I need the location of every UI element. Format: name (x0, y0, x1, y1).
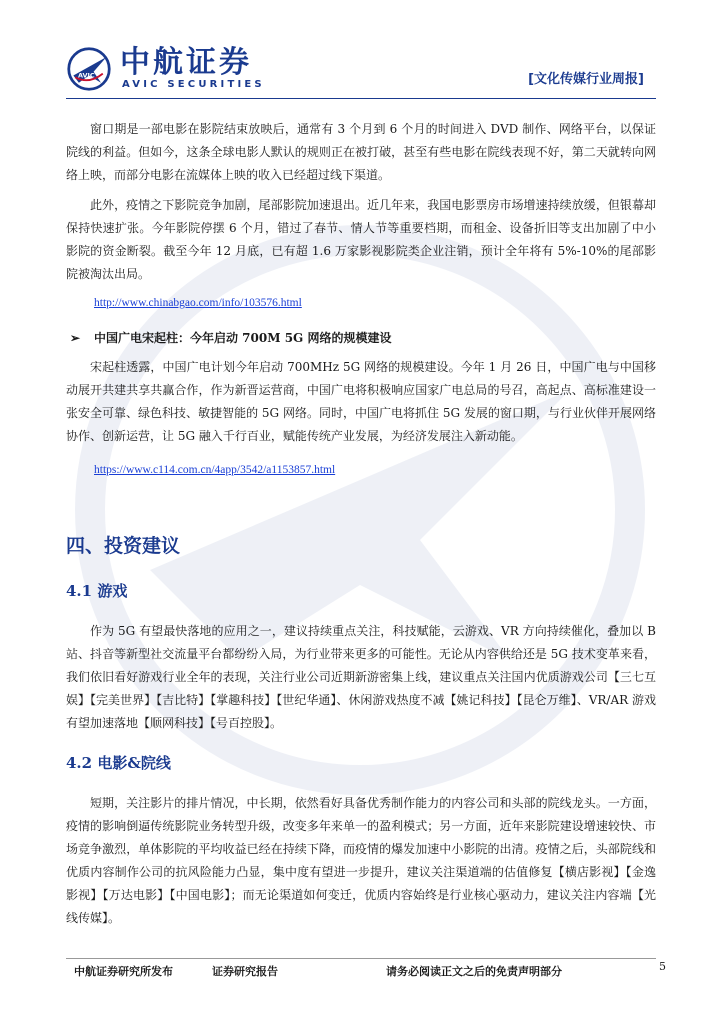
footer-report-type: 证券研究报告 (212, 965, 278, 978)
bullet-heading (70, 329, 391, 346)
section-heading-investment: 四、投资建议 (66, 535, 181, 557)
paragraph-games: 作为 5G 有望最快落地的应用之一，建议持续重点关注，科技赋能，云游戏、VR 方向持续催化，叠加以 B 站、抖音等新型社交流量平台都纷纷入局，为行业带来更多的可能性。无论从内容供给还是 5G 技术变革来看，我们依旧看好游戏行业全年的表现，关注行业公司近期新游密集上线，建议重点关注国内优质游戏公司【三七互娱】【完美世界】【吉比特】【掌趣科技】【世纪华通】、休闲游戏热度不减【姚记科技】【昆仑万维】、VR/AR 游戏有望加速落地【顺网科技】【号百控股】。 (66, 624, 656, 730)
page-number: 5 (659, 960, 666, 973)
bullet-heading-text: 中国广电宋起柱：今年启动 700M 5G 网络的规模建设 (94, 331, 392, 345)
footer-publisher: 中航证券研究所发布 (74, 965, 173, 978)
page-header (66, 42, 656, 99)
report-type-tag: [文化传媒行业周报] (528, 72, 644, 87)
logo-chinese-name: 中航证券 (120, 45, 252, 80)
arrow-bullet-icon: ➢ (70, 331, 81, 345)
paragraph-film-cinema: 短期，关注影片的排片情况，中长期，依然看好具备优秀制作能力的内容公司和头部的院线龙头。一方面，疫情的影响倒逼传统影院业务转型升级，改变多年来单一的盈利模式；另一方面，近年来影院建设增速较快、市场竞争激烈，单体影院的平均收益已经在持续下降，而疫情的爆发加速中小影院的出清。疫情之后，头部院线和优质内容制作公司的抗风险能力凸显，集中度有望进一步提升，建议关注渠道端的估值修复【横店影视】【金逸影视】【万达电影】【中国电影】；而无论渠道如何变迁，优质内容始终是行业核心驱动力，建议关注内容端【光线传媒】。 (66, 796, 656, 925)
subsection-heading-film: 4.2 电影&院线 (66, 754, 171, 772)
logo-english-name: AVIC SECURITIES (122, 79, 265, 90)
paragraph-cbn-5g: 宋起柱透露，中国广电计划今年启动 700MHz 5G 网络的规模建设。今年 1 月 26 日，中国广电与中国移动展开共建共享共赢合作，作为新晋运营商，中国广电将积极响应国家广电总局的号召，高起点、高标准建设一张安全可靠、绿色科技、敏捷智能的 5G 网络。同时，中国广电将抓住 5G 发展的窗口期，与行业伙伴开展网络协作、创新运营，让 5G 融入千行百业，赋能传统产业发展，为经济发展注入新动能。 (66, 360, 656, 443)
footer-divider (66, 958, 656, 959)
subsection-heading-games: 4.1 游戏 (66, 582, 128, 600)
source-link-c114[interactable]: https://www.c114.com.cn/4app/3542/a1153857.html (94, 464, 336, 476)
source-link-chinabgao[interactable]: http://www.chinabgao.com/info/103576.html (94, 297, 302, 309)
logo-badge-text: AVIC (77, 71, 95, 80)
avic-logo-icon (66, 46, 112, 92)
footer-disclaimer: 请务必阅读正文之后的免责声明部分 (386, 965, 562, 978)
paragraph-window-period: 窗口期是一部电影在影院结束放映后，通常有 3 个月到 6 个月的时间进入 DVD 制作、网络平台，以保证院线的利益。但如今，这条全球电影人默认的规则正在被打破，甚至有些电影在院线表现不好，第二天就转向网络上映，而部分电影在流媒体上映的收入已经超过线下渠道。 (66, 122, 656, 182)
paragraph-cinema-competition: 此外，疫情之下影院竞争加剧，尾部影院加速退出。近几年来，我国电影票房市场增速持续放缓，但银幕却保持快速扩张。今年影院停摆 6 个月，错过了春节、情人节等重要档期，而租金、设备折旧等支出加剧了中小影院的资金断裂。截至今年 12 月底，已有超 1.6 万家影视影院类企业注销，预计全年将有 5%-10%的尾部影院被淘汰出局。 (66, 198, 656, 281)
